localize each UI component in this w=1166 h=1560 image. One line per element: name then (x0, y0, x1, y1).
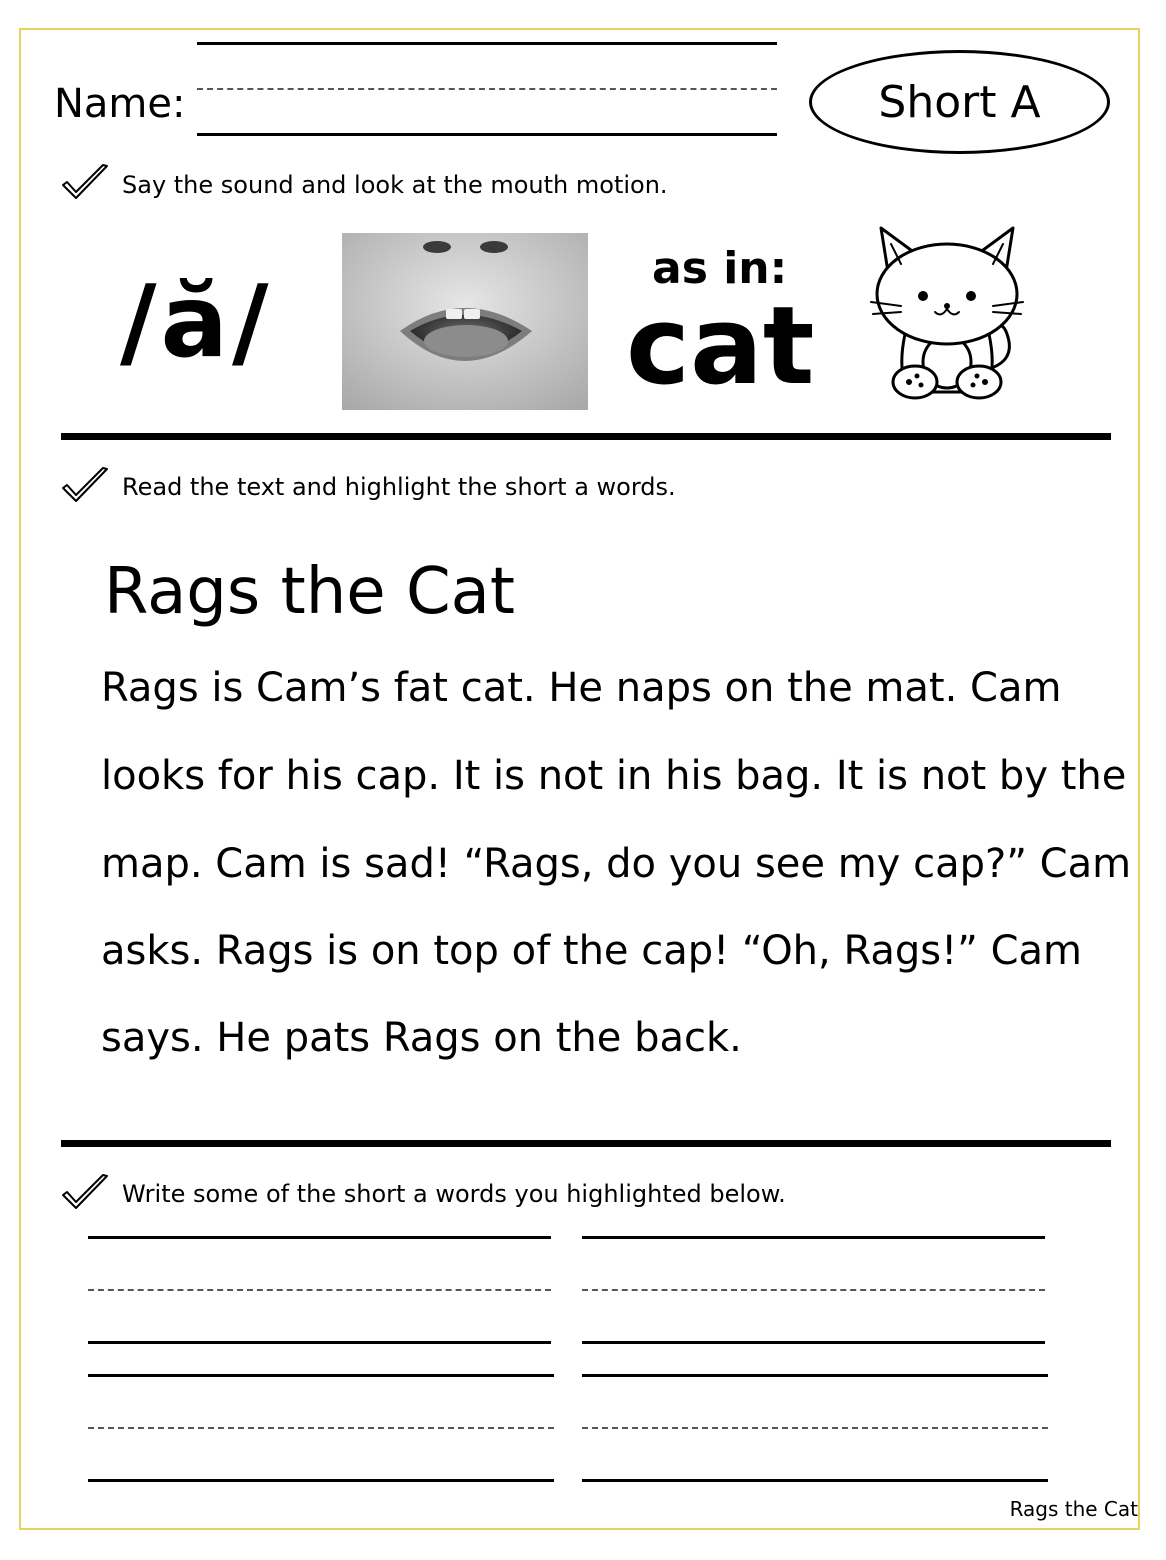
story-line: Rags is Cam’s fat cat. He naps on the mat. Cam (101, 665, 1062, 711)
name-line-top (197, 42, 777, 45)
reading-instruction: Read the text and highlight the short a words. (122, 473, 676, 501)
story-line: map. Cam is sad! “Rags, do you see my cap?” Cam (101, 841, 1132, 887)
writing-instruction: Write some of the short a words you highlighted below. (122, 1180, 786, 1208)
checkmark-icon (60, 466, 110, 506)
badge-text: Short A (878, 76, 1041, 128)
sound-symbol: /ă/ (120, 263, 273, 380)
story-line: says. He pats Rags on the back. (101, 1015, 742, 1061)
checkmark-icon (60, 163, 110, 203)
writing-line-dashed (88, 1289, 551, 1291)
writing-line-bottom (88, 1341, 551, 1344)
writing-line-bottom (582, 1341, 1045, 1344)
short-a-badge (809, 50, 1110, 154)
writing-line-bottom (88, 1479, 554, 1482)
name-label: Name: (54, 81, 186, 127)
as-in-label: as in: (652, 243, 788, 294)
writing-line-top[interactable] (88, 1236, 551, 1239)
name-line-bottom (197, 133, 777, 136)
writing-line-top[interactable] (582, 1374, 1048, 1377)
mouth-photo (342, 233, 588, 410)
section-divider-2 (61, 1140, 1111, 1147)
story-line: looks for his cap. It is not in his bag. It is not by the (101, 753, 1127, 799)
sound-instruction: Say the sound and look at the mouth motion. (122, 171, 668, 199)
writing-line-dashed (582, 1427, 1048, 1429)
checkmark-icon (60, 1173, 110, 1213)
section-divider-1 (61, 433, 1111, 440)
example-word: cat (626, 284, 815, 409)
writing-line-dashed (582, 1289, 1045, 1291)
writing-line-bottom (582, 1479, 1048, 1482)
writing-line-top[interactable] (88, 1374, 554, 1377)
story-line: asks. Rags is on top of the cap! “Oh, Rags!” Cam (101, 928, 1082, 974)
name-line-dashed (197, 88, 777, 90)
writing-line-dashed (88, 1427, 554, 1429)
writing-line-top[interactable] (582, 1236, 1045, 1239)
footer-title: Rags the Cat (1009, 1497, 1138, 1521)
cartoon-cat-icon (867, 222, 1027, 402)
story-title: Rags the Cat (104, 555, 515, 629)
